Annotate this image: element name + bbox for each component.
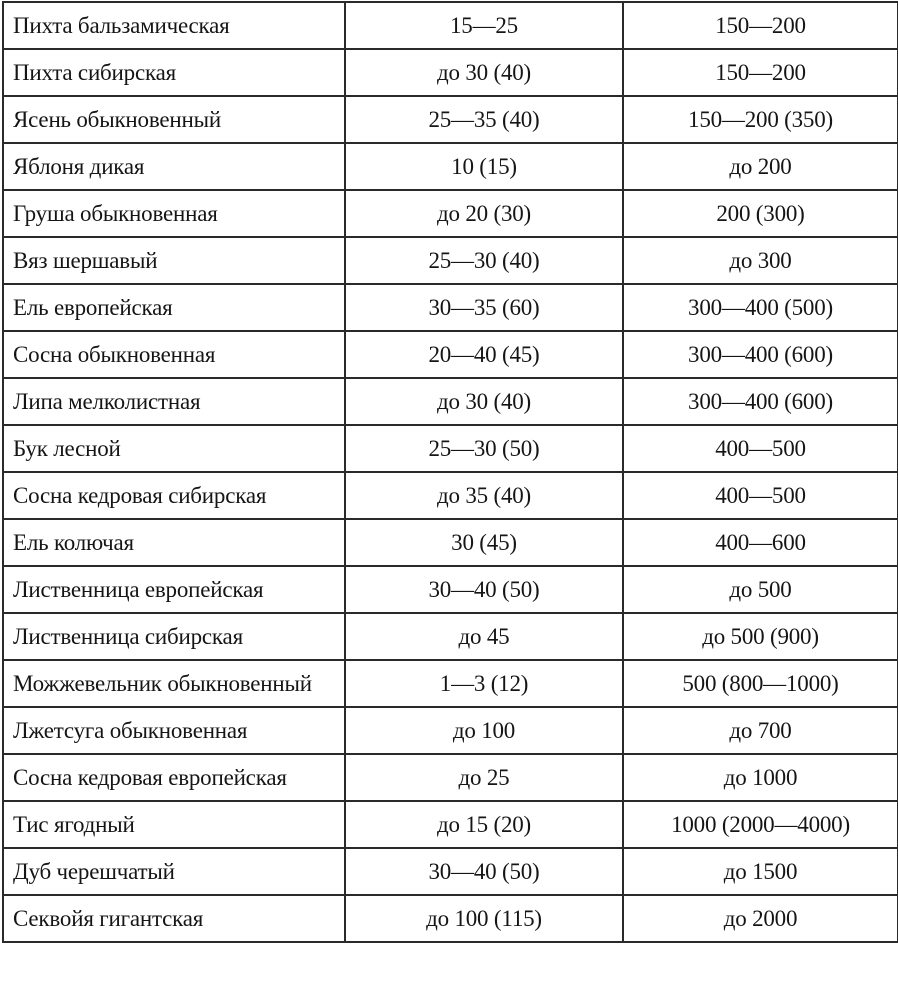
table-row [3,519,898,566]
species-cell: Сосна кедровая европейская [3,754,345,801]
table-row [3,707,898,754]
height-cell: до 100 [345,707,623,754]
height-cell: 25—35 (40) [345,96,623,143]
species-cell: Липа мелколистная [3,378,345,425]
table-row [3,331,898,378]
age-cell: 1000 (2000—4000) [623,801,898,848]
age-cell: до 500 [623,566,898,613]
height-cell: до 25 [345,754,623,801]
table-row [3,425,898,472]
species-cell: Дуб черешчатый [3,848,345,895]
table-row [3,237,898,284]
species-cell: Лиственница сибирская [3,613,345,660]
height-cell: 30—35 (60) [345,284,623,331]
species-cell: Лиственница европейская [3,566,345,613]
table-row [3,472,898,519]
age-cell: до 200 [623,143,898,190]
height-cell: 25—30 (50) [345,425,623,472]
age-cell: 300—400 (600) [623,331,898,378]
height-cell: до 35 (40) [345,472,623,519]
height-cell: 20—40 (45) [345,331,623,378]
age-cell: до 1500 [623,848,898,895]
table-row [3,2,898,49]
age-cell: 200 (300) [623,190,898,237]
table-row [3,566,898,613]
height-cell: до 100 (115) [345,895,623,942]
species-cell: Лжетсуга обыкновенная [3,707,345,754]
species-cell: Ясень обыкновенный [3,96,345,143]
species-cell: Вяз шершавый [3,237,345,284]
table-row [3,190,898,237]
species-cell: Яблоня дикая [3,143,345,190]
height-cell: 15—25 [345,2,623,49]
height-cell: до 45 [345,613,623,660]
table-row [3,143,898,190]
height-cell: 10 (15) [345,143,623,190]
species-cell: Ель колючая [3,519,345,566]
species-cell: Ель европейская [3,284,345,331]
table-row [3,801,898,848]
table-row [3,848,898,895]
height-cell: до 20 (30) [345,190,623,237]
age-cell: 300—400 (500) [623,284,898,331]
age-cell: 300—400 (600) [623,378,898,425]
table-row [3,49,898,96]
age-cell: до 500 (900) [623,613,898,660]
age-cell: 400—500 [623,425,898,472]
age-cell: до 700 [623,707,898,754]
age-cell: 400—600 [623,519,898,566]
age-cell: 500 (800—1000) [623,660,898,707]
species-cell: Пихта бальзамическая [3,2,345,49]
species-cell: Секвойя гигантская [3,895,345,942]
table-row [3,378,898,425]
species-cell: Сосна кедровая сибирская [3,472,345,519]
table-row [3,660,898,707]
height-cell: 30—40 (50) [345,848,623,895]
species-cell: Груша обыкновенная [3,190,345,237]
table-row [3,895,898,942]
species-cell: Сосна обыкновенная [3,331,345,378]
species-cell: Пихта сибирская [3,49,345,96]
height-cell: 25—30 (40) [345,237,623,284]
species-cell: Бук лесной [3,425,345,472]
age-cell: до 2000 [623,895,898,942]
age-cell: 400—500 [623,472,898,519]
table-row [3,96,898,143]
species-cell: Можжевельник обыкновенный [3,660,345,707]
table-row [3,284,898,331]
table-row [3,613,898,660]
height-cell: 1—3 (12) [345,660,623,707]
tree-lifespan-table [2,1,898,943]
age-cell: 150—200 [623,49,898,96]
age-cell: 150—200 (350) [623,96,898,143]
height-cell: до 30 (40) [345,378,623,425]
age-cell: до 1000 [623,754,898,801]
age-cell: до 300 [623,237,898,284]
height-cell: до 15 (20) [345,801,623,848]
table-row [3,754,898,801]
height-cell: 30 (45) [345,519,623,566]
species-cell: Тис ягодный [3,801,345,848]
height-cell: 30—40 (50) [345,566,623,613]
age-cell: 150—200 [623,2,898,49]
height-cell: до 30 (40) [345,49,623,96]
